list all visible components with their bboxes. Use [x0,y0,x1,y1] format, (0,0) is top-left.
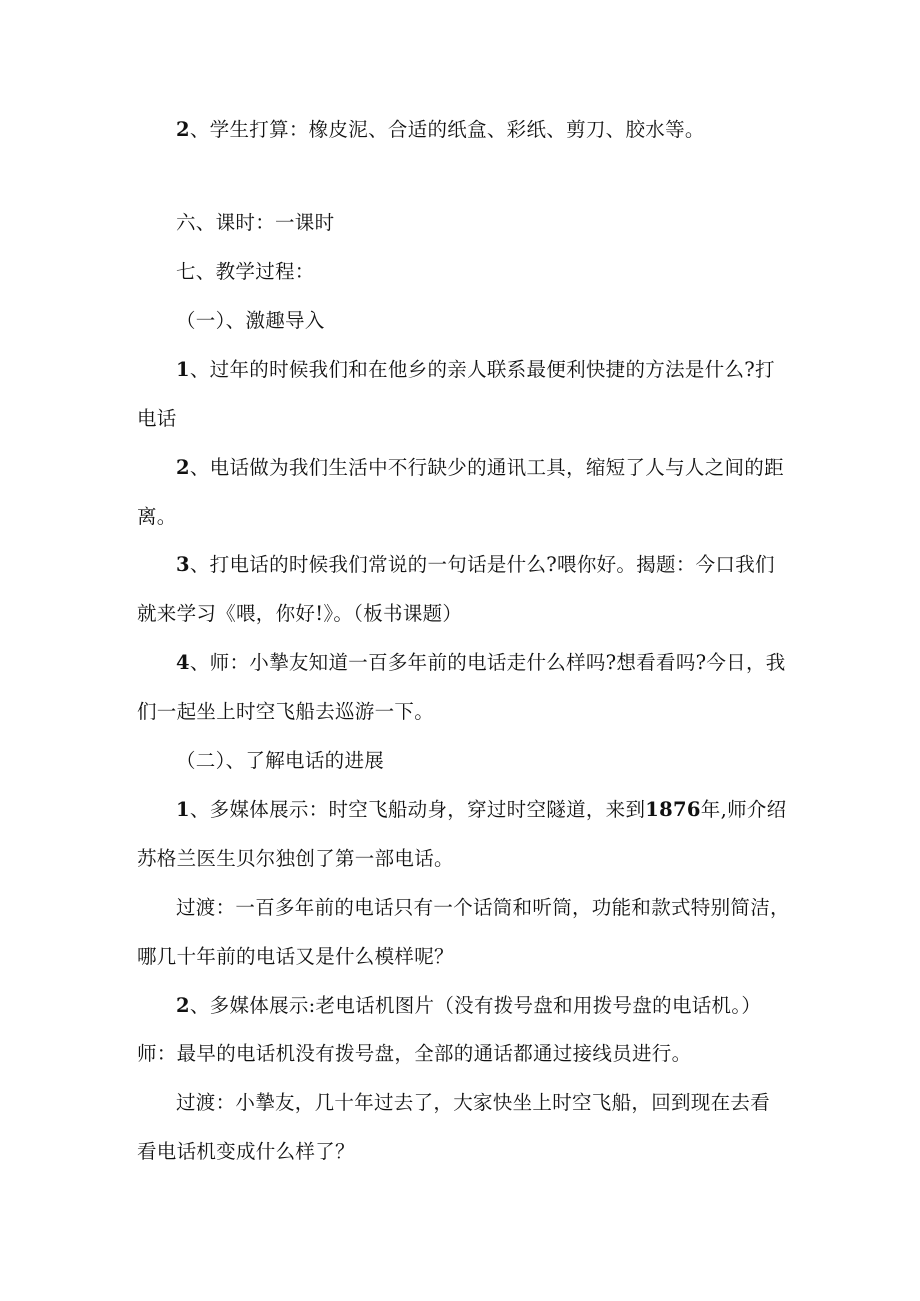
paragraph-transition-2: 过渡：小摯友，几十年过去了，大家快坐上时空飞船，回到现在去看 [176,1091,771,1114]
paragraph-continuation: 师：最早的电话机没有拨号盘，全部的通话都通过接线员进行。 [137,1042,692,1065]
paragraph-continuation: 们一起坐上时空飞船去巡游一下。 [137,700,435,723]
list-number: 2 [176,456,190,479]
year-number: 1876 [645,798,701,821]
paragraph-item-2-multimedia [176,994,836,1018]
paragraph-text: 、电话做为我们生活中不行缺少的通讯工具，缩短了人与人之间的距 [189,456,784,479]
subsection-heading-phone-history: （二）、了解电话的进展 [176,749,385,772]
paragraph-item-4 [176,651,836,675]
paragraph-text: 、多媒体展示：时空飞船动身，穿过时空隧道，来到 [189,798,646,821]
paragraph-text: 、学生打算：橡皮泥、合适的纸盒、彩纸、剪刀、胶水等。 [189,118,705,141]
paragraph-text: 、打电话的时候我们常说的一句话是什么?喂你好。揭题：今口我们 [189,553,775,576]
paragraph-text: 、多媒体展示:老电话机图片（没有拨号盘和用拨号盘的电话机。） [189,994,762,1017]
list-number: 1 [176,358,190,381]
list-number: 2 [176,994,190,1017]
paragraph-item-2 [176,456,836,480]
paragraph-item-1-multimedia [176,798,836,822]
paragraph-continuation: 哪几十年前的电话又是什么模样呢？ [137,945,454,968]
paragraph-continuation: 看电话机变成什么样了？ [137,1140,355,1163]
paragraph-continuation: 电话 [137,407,177,430]
section-heading-class-hours: 六、课时：一课时 [176,211,335,234]
subsection-heading-intro: （一）、激趣导入 [176,309,325,332]
paragraph-item-3 [176,553,836,577]
paragraph-preparation [176,118,836,142]
paragraph-continuation: 就来学习《喂，你好!》。（板书课题） [137,602,463,625]
list-number: 3 [176,553,190,576]
list-number: 2 [176,118,190,141]
paragraph-item-1 [176,358,836,382]
paragraph-text-suffix: 年,师介绍 [700,798,787,821]
paragraph-continuation: 离。 [137,505,177,528]
list-number: 1 [176,798,190,821]
paragraph-continuation: 苏格兰医生贝尔独创了第一部电话。 [137,847,454,870]
paragraph-transition-1: 过渡：一百多年前的电话只有一个话筒和听筒，功能和款式特别简洁， [176,896,790,919]
paragraph-text: 、过年的时候我们和在他乡的亲人联系最便利快捷的方法是什么?打 [189,358,775,381]
section-heading-teaching-process: 七、教学过程： [176,260,315,283]
paragraph-text: 、师：小摯友知道一百多年前的电话走什么样吗?想看看吗?今日，我 [189,651,786,674]
list-number: 4 [176,651,190,674]
